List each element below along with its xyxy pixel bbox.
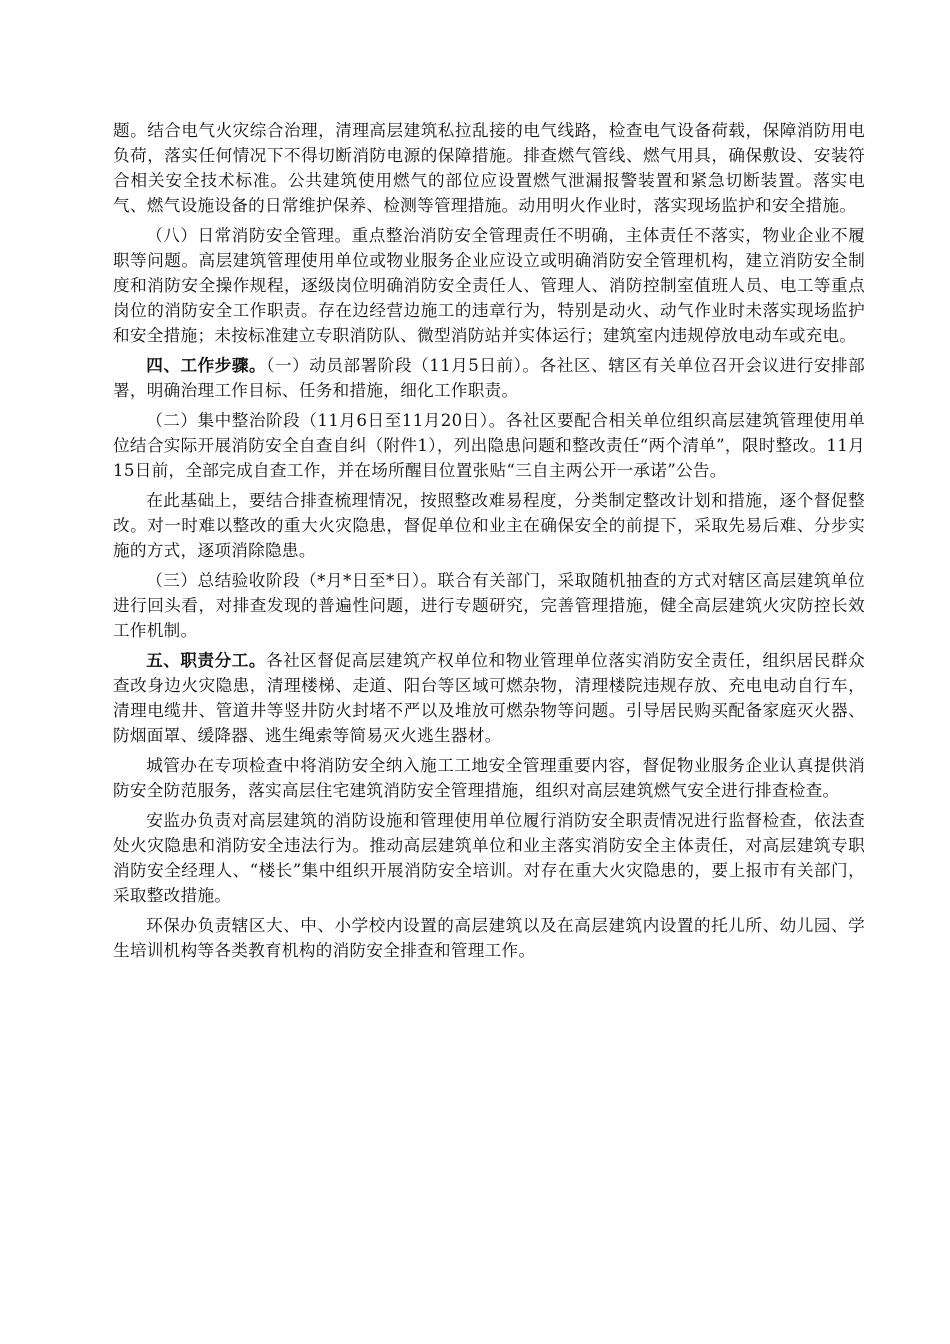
paragraph-text: （一）动员部署阶段（11月5日前）。各社区、辖区有关单位召开会议进行安排部署，明确治理工作目标、任务和措施，细化工作职责。 xyxy=(113,356,866,400)
paragraph-summary-acceptance xyxy=(113,568,865,643)
paragraph-daily-management xyxy=(113,223,865,348)
paragraph-text: （八）日常消防安全管理。重点整治消防安全管理责任不明确，主体责任不落实，物业企业不履职等问题。高层建筑管理使用单位或物业服务企业应设立或明确消防安全管理机构，建立消防安全制度和消防安全操作规程，逐级岗位明确消防安全责任人、管理人、消防控制室值班人员、电工等重点岗位的消防安全工作职责。存在边经营边施工的违章行为，特别是动火、动气作业时未落实现场监护和安全措施；未按标准建立专职消防队、微型消防站并实体运行；建筑室内违规停放电动车或充电。 xyxy=(113,226,865,345)
paragraph-text: 城管办在专项检查中将消防安全纳入施工工地安全管理重要内容，督促物业服务企业认真提供消防安全防范服务，落实高层住宅建筑消防安全管理措施，组织对高层建筑燃气安全进行排查检查。 xyxy=(113,756,865,800)
paragraph-text: （三）总结验收阶段（*月*日至*日）。联合有关部门，采取随机抽查的方式对辖区高层建筑单位进行回头看，对排查发现的普遍性问题，进行专题研究，完善管理措施，健全高层建筑火灾防控长效工作机制。 xyxy=(113,571,865,640)
paragraph-responsibilities xyxy=(113,648,865,748)
paragraph-work-steps xyxy=(113,353,865,403)
paragraph-concentrated-rectification xyxy=(113,408,865,483)
paragraph-rectification-plan xyxy=(113,488,865,563)
section-heading-work-steps: 四、工作步骤。 xyxy=(146,355,267,375)
paragraph-text: （二）集中整治阶段（11月6日至11月20日）。各社区要配合相关单位组织高层建筑管理使用单位结合实际开展消防安全自查自纠（附件1），列出隐患问题和整改责任“两个清单”，限时整改。11月15日前，全部完成自查工作，并在场所醒目位置张贴“三自主两公开一承诺”公告。 xyxy=(113,411,865,480)
paragraph-text: 题。结合电气火灾综合治理，清理高层建筑私拉乱接的电气线路，检查电气设备荷载，保障消防用电负荷，落实任何情况下不得切断消防电源的保障措施。排查燃气管线、燃气用具，确保敷设、安装符合相关安全技术标准。公共建筑使用燃气的部位应设置燃气泄漏报警装置和紧急切断装置。落实电气、燃气设施设备的日常维护保养、检测等管理措施。动用明火作业时，落实现场监护和安全措施。 xyxy=(113,121,865,215)
paragraph-text: 各社区督促高层建筑产权单位和物业管理单位落实消防安全责任，组织居民群众查改身边火灾隐患，清理楼梯、走道、阳台等区域可燃杂物，清理楼院违规存放、充电电动自行车，清理电缆井、管道井等竖井防火封堵不严以及堆放可燃杂物等问题。引导居民购买配备家庭灭火器、防烟面罩、缓降器、逃生绳索等简易灭火逃生器材。 xyxy=(113,651,865,745)
paragraph-safety-supervision-office xyxy=(113,808,865,908)
paragraph-environmental-office xyxy=(113,913,865,963)
paragraph-text: 安监办负责对高层建筑的消防设施和管理使用单位履行消防安全职责情况进行监督检查，依法查处火灾隐患和消防安全违法行为。推动高层建筑单位和业主落实消防安全主体责任，对高层建筑专职消防安全经理人、“楼长”集中组织开展消防安全培训。对存在重大火灾隐患的，要上报市有关部门，采取整改措施。 xyxy=(113,811,865,905)
document-body xyxy=(113,118,865,968)
paragraph-text: 在此基础上，要结合排查梳理情况，按照整改难易程度，分类制定整改计划和措施，逐个督促整改。对一时难以整改的重大火灾隐患，督促单位和业主在确保安全的前提下，采取先易后难、分步实施的方式，逐项消除隐患。 xyxy=(113,491,865,560)
section-heading-responsibilities: 五、职责分工。 xyxy=(146,650,267,670)
paragraph-urban-management-office xyxy=(113,753,865,803)
paragraph-electrical-gas xyxy=(113,118,865,218)
paragraph-text: 环保办负责辖区大、中、小学校内设置的高层建筑以及在高层建筑内设置的托儿所、幼儿园、学生培训机构等各类教育机构的消防安全排查和管理工作。 xyxy=(113,916,865,960)
